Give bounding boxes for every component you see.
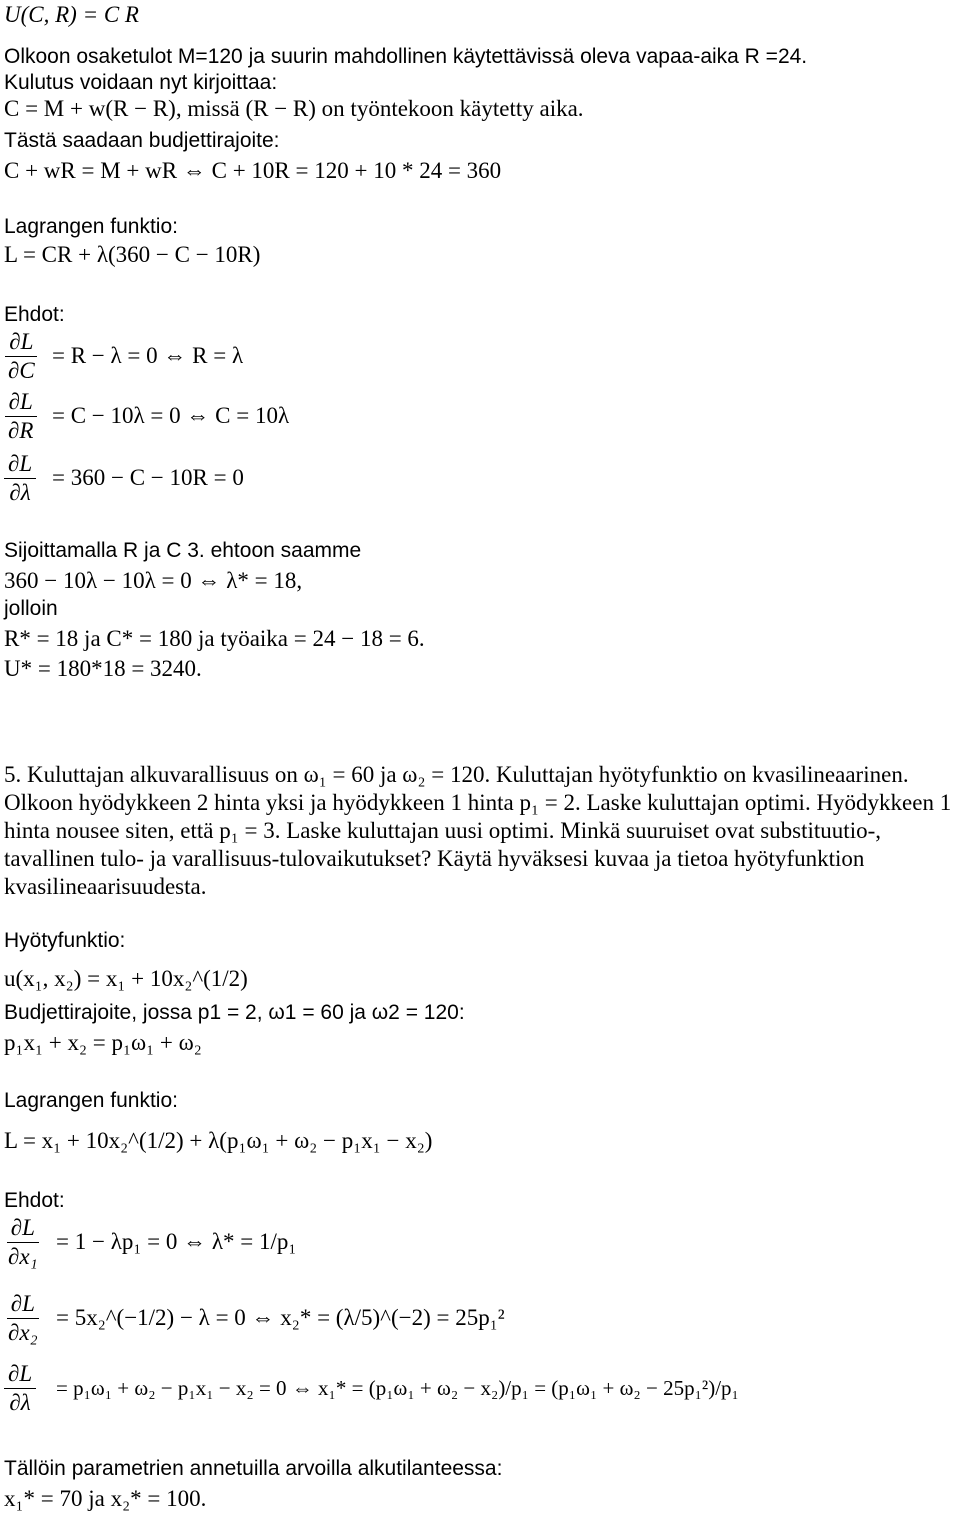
derivative-fraction (4, 1290, 42, 1347)
fraction-numerator: ∂L (7, 1290, 39, 1319)
jolloin-text: jolloin (4, 597, 58, 620)
conditions-label: Ehdot: (4, 303, 65, 326)
consumption-equation: C = M + w(R − R), missä (R − R) on työntekoon käytetty aika. (4, 96, 584, 121)
derivative-fraction (4, 328, 39, 385)
fraction-denominator: ∂x₁ (8, 1244, 38, 1269)
utility-function: U(C, R) = C R (4, 2, 139, 27)
lagrange-label: Lagrangen funktio: (4, 215, 178, 238)
derivative-fraction (4, 450, 36, 507)
conditions-label: Ehdot: (4, 1189, 65, 1212)
fraction-denominator: ∂λ (9, 480, 31, 505)
condition-equation: = C − 10λ = 0 ⇔ C = 10λ (52, 403, 290, 428)
task-text-line: kvasilineaarisuudesta. (4, 874, 207, 899)
utility-label: Hyötyfunktio: (4, 929, 126, 952)
lagrange-label: Lagrangen funktio: (4, 1089, 178, 1112)
condition-equation: = 5x₂^(−1/2) − λ = 0 ⇔ x₂* = (λ/5)^(−2) = 25p₁² (56, 1305, 505, 1330)
final-equation: x₁* = 70 ja x₂* = 100. (4, 1486, 207, 1511)
final-label: Tällöin parametrien annetuilla arvoilla alkutilanteessa: (4, 1457, 503, 1480)
fraction-numerator: ∂L (4, 1360, 36, 1389)
condition-equation: = 1 − λp₁ = 0 ⇔ λ* = 1/p₁ (56, 1229, 297, 1254)
intro-text: Olkoon osaketulot M=120 ja suurin mahdollinen käytettävissä oleva vapaa-aika R =24. (4, 45, 808, 68)
fraction-numerator: ∂L (5, 388, 37, 417)
lagrange-equation: L = CR + λ(360 − C − 10R) (4, 242, 261, 267)
derivative-fraction (4, 1214, 42, 1271)
utility-result: U* = 180*18 = 3240. (4, 656, 202, 681)
utility-equation: u(x₁, x₂) = x₁ + 10x₂^(1/2) (4, 966, 248, 991)
fraction-denominator: ∂x₂ (8, 1320, 38, 1345)
consumption-label: Kulutus voidaan nyt kirjoittaa: (4, 71, 278, 94)
condition-equation: = 360 − C − 10R = 0 (52, 465, 244, 490)
fraction-numerator: ∂L (4, 450, 36, 479)
task-text-line: Olkoon hyödykkeen 2 hinta yksi ja hyödykkeen 1 hinta p₁ = 2. Laske kuluttajan optimi. Hyödykkeen 1 (4, 790, 952, 815)
budget-constraint-equation: p₁x₁ + x₂ = p₁ω₁ + ω₂ (4, 1030, 202, 1055)
budget-constraint-label: Budjettirajoite, jossa p1 = 2, ω1 = 60 ja ω2 = 120: (4, 1001, 465, 1024)
substitution-equation: 360 − 10λ − 10λ = 0 ⇔ λ* = 18, (4, 568, 303, 593)
fraction-denominator: ∂λ (9, 1390, 31, 1415)
fraction-denominator: ∂C (8, 358, 35, 383)
result-equation: R* = 18 ja C* = 180 ja työaika = 24 − 18 = 6. (4, 626, 425, 651)
derivative-fraction (4, 1360, 36, 1417)
substitution-label: Sijoittamalla R ja C 3. ehtoon saamme (4, 539, 362, 562)
fraction-denominator: ∂R (8, 418, 34, 443)
budget-equation: C + wR = M + wR ⇔ C + 10R = 120 + 10 * 24 = 360 (4, 158, 502, 183)
condition-equation: = R − λ = 0 ⇔ R = λ (52, 343, 244, 368)
derivative-fraction (4, 388, 37, 445)
task-text-line: tavallinen tulo- ja varallisuus-tulovaikutukset? Käytä hyväksesi kuvaa ja tietoa hyötyfunktion (4, 846, 865, 871)
condition-equation: = p₁ω₁ + ω₂ − p₁x₁ − x₂ = 0 ⇔ x₁* = (p₁ω₁ + ω₂ − x₂)/p₁ = (p₁ω₁ + ω₂ − 25p₁²)/p₁ (56, 1376, 739, 1400)
budget-label: Tästä saadaan budjettirajoite: (4, 129, 280, 152)
task-text-line: hinta nousee siten, että p₁ = 3. Laske kuluttajan uusi optimi. Minkä suuruiset ovat substituutio-, (4, 818, 881, 843)
fraction-numerator: ∂L (7, 1214, 39, 1243)
lagrange-equation: L = x₁ + 10x₂^(1/2) + λ(p₁ω₁ + ω₂ − p₁x₁ − x₂) (4, 1128, 433, 1153)
task-text-line: 5. Kuluttajan alkuvarallisuus on ω₁ = 60 ja ω₂ = 120. Kuluttajan hyötyfunktio on kvasilineaarinen. (4, 762, 909, 787)
fraction-numerator: ∂L (5, 328, 37, 357)
